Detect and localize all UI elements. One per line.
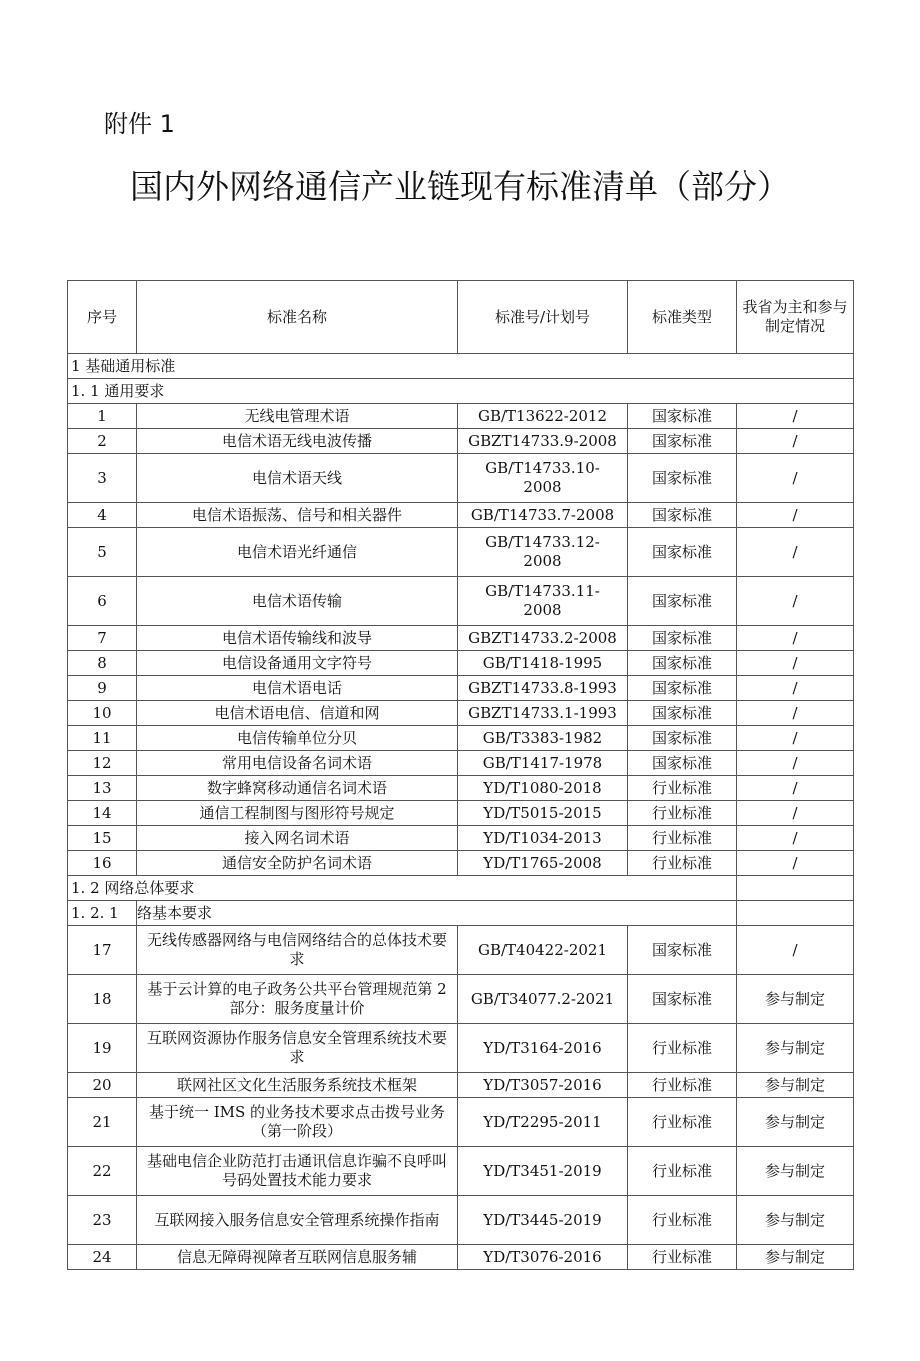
participation-status: / — [737, 626, 854, 651]
standard-type: 国家标准 — [628, 751, 737, 776]
table-row — [68, 528, 854, 577]
row-number: 18 — [68, 975, 137, 1024]
table-header-row — [68, 281, 854, 354]
participation-status: 参与制定 — [737, 1024, 854, 1073]
subsection-number: 1. 2. 1 — [68, 901, 137, 926]
standard-type: 行业标准 — [628, 1196, 737, 1245]
row-number: 22 — [68, 1147, 137, 1196]
participation-status: / — [737, 801, 854, 826]
standard-name: 互联网接入服务信息安全管理系统操作指南 — [137, 1196, 458, 1245]
table-row — [68, 503, 854, 528]
standard-code: GB/T1417-1978 — [458, 751, 628, 776]
standard-name: 联网社区文化生活服务系统技术框架 — [137, 1073, 458, 1098]
standard-code: GBZT14733.1-1993 — [458, 701, 628, 726]
table-row — [68, 751, 854, 776]
row-number: 23 — [68, 1196, 137, 1245]
participation-status: / — [737, 577, 854, 626]
participation-status: 参与制定 — [737, 975, 854, 1024]
standard-code: GB/T14733.11-2008 — [458, 577, 628, 626]
table-row — [68, 1073, 854, 1098]
standard-code: GB/T14733.12-2008 — [458, 528, 628, 577]
standard-type: 国家标准 — [628, 975, 737, 1024]
standard-name: 基于云计算的电子政务公共平台管理规范第 2 部分：服务度量计价 — [137, 975, 458, 1024]
section-row — [68, 901, 854, 926]
standard-type: 行业标准 — [628, 1024, 737, 1073]
section-row — [68, 876, 854, 901]
standard-code: YD/T3164-2016 — [458, 1024, 628, 1073]
row-number: 3 — [68, 454, 137, 503]
row-number: 11 — [68, 726, 137, 751]
row-number: 8 — [68, 651, 137, 676]
row-number: 13 — [68, 776, 137, 801]
participation-status: / — [737, 503, 854, 528]
table-row — [68, 975, 854, 1024]
standard-name: 互联网资源协作服务信息安全管理系统技术要求 — [137, 1024, 458, 1073]
participation-status: 参与制定 — [737, 1073, 854, 1098]
standard-code: YD/T5015-2015 — [458, 801, 628, 826]
table-row — [68, 1196, 854, 1245]
participation-status: / — [737, 528, 854, 577]
standard-type: 国家标准 — [628, 676, 737, 701]
participation-status: 参与制定 — [737, 1245, 854, 1270]
row-number: 4 — [68, 503, 137, 528]
standard-name: 电信术语电话 — [137, 676, 458, 701]
participation-status: / — [737, 651, 854, 676]
standard-type: 国家标准 — [628, 503, 737, 528]
participation-status: / — [737, 926, 854, 975]
standard-name: 通信安全防护名词术语 — [137, 851, 458, 876]
standard-type: 国家标准 — [628, 429, 737, 454]
participation-status: / — [737, 429, 854, 454]
standard-type: 行业标准 — [628, 851, 737, 876]
standard-name: 电信术语无线电波传播 — [137, 429, 458, 454]
participation-status: 参与制定 — [737, 1147, 854, 1196]
participation-status: / — [737, 776, 854, 801]
empty-cell — [737, 876, 854, 901]
table-row — [68, 1147, 854, 1196]
table-row — [68, 826, 854, 851]
standard-name: 基于统一 IMS 的业务技术要求点击拨号业务（第一阶段） — [137, 1098, 458, 1147]
row-number: 15 — [68, 826, 137, 851]
table-row — [68, 701, 854, 726]
standard-type: 行业标准 — [628, 826, 737, 851]
standard-name: 常用电信设备名词术语 — [137, 751, 458, 776]
standard-name: 电信术语传输 — [137, 577, 458, 626]
standard-code: GB/T1418-1995 — [458, 651, 628, 676]
participation-status: 参与制定 — [737, 1196, 854, 1245]
table-row — [68, 676, 854, 701]
standard-name: 电信术语振荡、信号和相关器件 — [137, 503, 458, 528]
standard-code: YD/T1765-2008 — [458, 851, 628, 876]
standard-type: 行业标准 — [628, 1073, 737, 1098]
standard-name: 基础电信企业防范打击通讯信息诈骗不良呼叫号码处置技术能力要求 — [137, 1147, 458, 1196]
subsection-heading: 络基本要求 — [137, 901, 737, 926]
standard-name: 电信设备通用文字符号 — [137, 651, 458, 676]
header-cell: 我省为主和参与制定情况 — [737, 281, 854, 354]
row-number: 9 — [68, 676, 137, 701]
standard-name: 通信工程制图与图形符号规定 — [137, 801, 458, 826]
section-row — [68, 379, 854, 404]
standard-code: GB/T13622-2012 — [458, 404, 628, 429]
header-cell: 序号 — [68, 281, 137, 354]
table-row — [68, 577, 854, 626]
standard-code: GB/T40422-2021 — [458, 926, 628, 975]
participation-status: / — [737, 454, 854, 503]
standard-code: YD/T3076-2016 — [458, 1245, 628, 1270]
standard-code: YD/T3445-2019 — [458, 1196, 628, 1245]
standard-code: YD/T3451-2019 — [458, 1147, 628, 1196]
standards-table — [67, 280, 854, 1270]
table-row — [68, 776, 854, 801]
row-number: 10 — [68, 701, 137, 726]
standard-name: 电信术语天线 — [137, 454, 458, 503]
standard-name: 信息无障碍视障者互联网信息服务辅 — [137, 1245, 458, 1270]
row-number: 1 — [68, 404, 137, 429]
standard-name: 数字蜂窝移动通信名词术语 — [137, 776, 458, 801]
standard-type: 国家标准 — [628, 577, 737, 626]
standard-name: 电信术语电信、信道和网 — [137, 701, 458, 726]
participation-status: 参与制定 — [737, 1098, 854, 1147]
section-heading: 1. 2 网络总体要求 — [68, 876, 737, 901]
section-heading: 1. 1 通用要求 — [68, 379, 854, 404]
standard-type: 行业标准 — [628, 1098, 737, 1147]
participation-status: / — [737, 851, 854, 876]
standard-type: 行业标准 — [628, 801, 737, 826]
standard-name: 接入网名词术语 — [137, 826, 458, 851]
standard-name: 电信传输单位分贝 — [137, 726, 458, 751]
table-row — [68, 429, 854, 454]
table-row — [68, 1024, 854, 1073]
header-cell: 标准号/计划号 — [458, 281, 628, 354]
table-row — [68, 454, 854, 503]
row-number: 21 — [68, 1098, 137, 1147]
table-row — [68, 926, 854, 975]
section-heading: 1 基础通用标准 — [68, 354, 854, 379]
table-row — [68, 1098, 854, 1147]
standard-code: YD/T3057-2016 — [458, 1073, 628, 1098]
table-row — [68, 726, 854, 751]
standard-name: 电信术语传输线和波导 — [137, 626, 458, 651]
standard-type: 国家标准 — [628, 404, 737, 429]
standard-type: 行业标准 — [628, 1147, 737, 1196]
standard-type: 国家标准 — [628, 626, 737, 651]
standard-type: 国家标准 — [628, 651, 737, 676]
table-row — [68, 651, 854, 676]
standard-code: YD/T1034-2013 — [458, 826, 628, 851]
standard-name: 电信术语光纤通信 — [137, 528, 458, 577]
participation-status: / — [737, 676, 854, 701]
standard-code: GBZT14733.2-2008 — [458, 626, 628, 651]
standard-type: 国家标准 — [628, 528, 737, 577]
standard-type: 国家标准 — [628, 926, 737, 975]
section-row — [68, 354, 854, 379]
participation-status: / — [737, 826, 854, 851]
header-cell: 标准名称 — [137, 281, 458, 354]
table-row — [68, 851, 854, 876]
row-number: 12 — [68, 751, 137, 776]
table-row — [68, 1245, 854, 1270]
standard-code: GB/T34077.2-2021 — [458, 975, 628, 1024]
row-number: 7 — [68, 626, 137, 651]
standard-code: GB/T3383-1982 — [458, 726, 628, 751]
table-row — [68, 626, 854, 651]
standard-code: YD/T2295-2011 — [458, 1098, 628, 1147]
header-cell: 标准类型 — [628, 281, 737, 354]
attachment-label: 附件 1 — [104, 110, 175, 138]
document-title: 国内外网络通信产业链现有标准清单（部分） — [130, 167, 790, 206]
row-number: 17 — [68, 926, 137, 975]
standard-type: 行业标准 — [628, 1245, 737, 1270]
participation-status: / — [737, 751, 854, 776]
participation-status: / — [737, 404, 854, 429]
row-number: 20 — [68, 1073, 137, 1098]
standard-code: GBZT14733.8-1993 — [458, 676, 628, 701]
standard-type: 行业标准 — [628, 776, 737, 801]
standard-code: GBZT14733.9-2008 — [458, 429, 628, 454]
row-number: 2 — [68, 429, 137, 454]
participation-status: / — [737, 726, 854, 751]
standard-type: 国家标准 — [628, 454, 737, 503]
standard-code: GB/T14733.7-2008 — [458, 503, 628, 528]
row-number: 24 — [68, 1245, 137, 1270]
row-number: 19 — [68, 1024, 137, 1073]
row-number: 6 — [68, 577, 137, 626]
standard-name: 无线电管理术语 — [137, 404, 458, 429]
standard-code: GB/T14733.10-2008 — [458, 454, 628, 503]
standard-type: 国家标准 — [628, 701, 737, 726]
standard-name: 无线传感器网络与电信网络结合的总体技术要求 — [137, 926, 458, 975]
table-row — [68, 801, 854, 826]
table-row — [68, 404, 854, 429]
row-number: 14 — [68, 801, 137, 826]
standard-type: 国家标准 — [628, 726, 737, 751]
row-number: 5 — [68, 528, 137, 577]
row-number: 16 — [68, 851, 137, 876]
empty-cell — [737, 901, 854, 926]
participation-status: / — [737, 701, 854, 726]
standard-code: YD/T1080-2018 — [458, 776, 628, 801]
